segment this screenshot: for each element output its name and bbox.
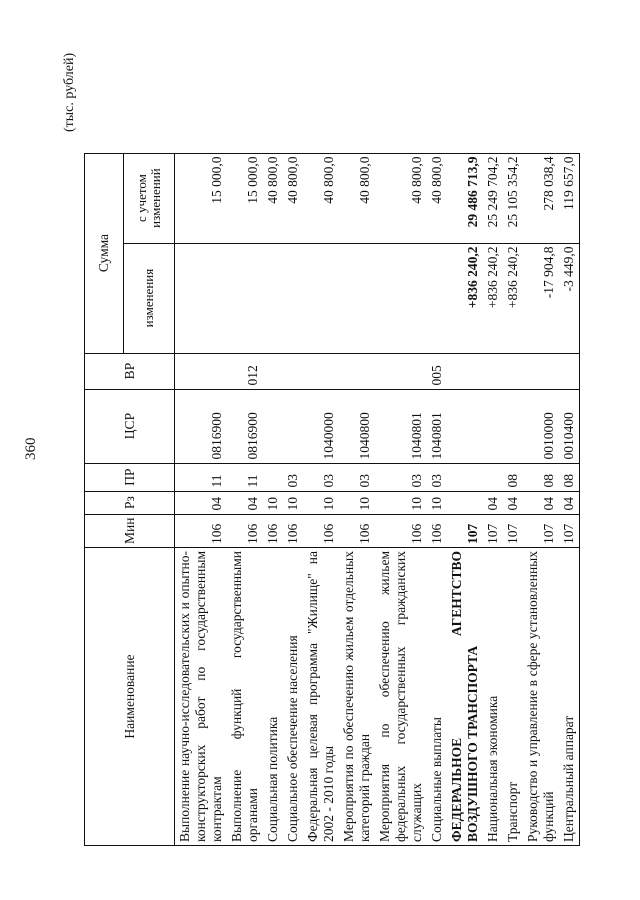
row-vr — [263, 353, 283, 389]
table-body — [175, 153, 580, 845]
row-total: 25 249 704,2 — [483, 153, 503, 243]
row-csr — [447, 389, 483, 463]
row-rz: 04 — [175, 491, 228, 514]
row-vr — [283, 353, 303, 389]
table-row — [447, 153, 483, 845]
row-changes: -17 904,8 — [523, 243, 559, 353]
row-vr — [447, 353, 483, 389]
row-changes: +836 240,2 — [447, 243, 483, 353]
row-pr: 08 — [523, 463, 559, 491]
row-min: 106 — [427, 514, 447, 547]
table-row — [427, 153, 447, 845]
row-name: Транспорт — [503, 548, 523, 846]
row-min: 107 — [559, 514, 580, 547]
row-pr: 11 — [175, 463, 228, 491]
row-rz: 10 — [283, 491, 303, 514]
table-row — [227, 153, 263, 845]
table-row — [175, 153, 228, 845]
row-rz: 10 — [303, 491, 339, 514]
table-row — [283, 153, 303, 845]
row-vr — [175, 353, 228, 389]
row-pr — [447, 463, 483, 491]
header-pr: ПР — [85, 463, 175, 491]
row-name: Мероприятия по обеспечению жильем федеральных государственных гражданских служащих — [375, 548, 427, 846]
row-total: 40 800,0 — [263, 153, 283, 243]
row-min: 106 — [263, 514, 283, 547]
row-total: 119 657,0 — [559, 153, 580, 243]
row-total: 15 000,0 — [227, 153, 263, 243]
row-vr — [523, 353, 559, 389]
row-csr: 0816900 — [227, 389, 263, 463]
row-name: Социальные выплаты — [427, 548, 447, 846]
row-pr: 03 — [427, 463, 447, 491]
row-total: 278 038,4 — [523, 153, 559, 243]
row-total: 40 800,0 — [303, 153, 339, 243]
table-row — [523, 153, 559, 845]
header-with-changes: с учетом изменений — [124, 153, 175, 243]
row-pr: 11 — [227, 463, 263, 491]
row-csr — [503, 389, 523, 463]
row-csr: 0010000 — [523, 389, 559, 463]
row-pr — [263, 463, 283, 491]
row-name: ФЕДЕРАЛЬНОЕ АГЕНТСТВО ВОЗДУШНОГО ТРАНСПОРТА — [447, 548, 483, 846]
row-csr: 0010400 — [559, 389, 580, 463]
table-row — [339, 153, 375, 845]
table-row — [303, 153, 339, 845]
row-name: Мероприятия по обеспечению жильем отдельных категорий граждан — [339, 548, 375, 846]
row-rz: 10 — [339, 491, 375, 514]
row-rz: 04 — [559, 491, 580, 514]
table-row — [503, 153, 523, 845]
row-total: 40 800,0 — [339, 153, 375, 243]
row-rz: 10 — [263, 491, 283, 514]
row-total: 40 800,0 — [283, 153, 303, 243]
row-changes — [283, 243, 303, 353]
row-name: Руководство и управление в сфере установленных функций — [523, 548, 559, 846]
row-total: 40 800,0 — [427, 153, 447, 243]
row-pr: 08 — [559, 463, 580, 491]
row-name: Социальная политика — [263, 548, 283, 846]
budget-table — [84, 153, 580, 846]
row-name: Национальная экономика — [483, 548, 503, 846]
row-name: Центральный аппарат — [559, 548, 580, 846]
row-min: 106 — [375, 514, 427, 547]
row-rz — [447, 491, 483, 514]
row-total: 25 105 354,2 — [503, 153, 523, 243]
row-rz: 04 — [523, 491, 559, 514]
row-total: 29 486 713,9 — [447, 153, 483, 243]
row-changes: -3 449,0 — [559, 243, 580, 353]
row-name: Выполнение функций государственными органами — [227, 548, 263, 846]
row-pr: 03 — [303, 463, 339, 491]
row-pr: 08 — [503, 463, 523, 491]
row-min: 106 — [175, 514, 228, 547]
header-min: Мин — [85, 514, 175, 547]
row-csr — [283, 389, 303, 463]
table-row — [375, 153, 427, 845]
row-rz: 04 — [503, 491, 523, 514]
row-changes — [175, 243, 228, 353]
row-name: Федеральная целевая программа "Жилище" на 2002 - 2010 годы — [303, 548, 339, 846]
row-changes — [263, 243, 283, 353]
row-csr: 1040801 — [375, 389, 427, 463]
row-changes — [303, 243, 339, 353]
row-csr: 1040800 — [339, 389, 375, 463]
row-min: 107 — [503, 514, 523, 547]
header-rz: Рз — [85, 491, 175, 514]
header-vr: ВР — [85, 353, 175, 389]
row-changes — [339, 243, 375, 353]
row-min: 107 — [447, 514, 483, 547]
table-row — [263, 153, 283, 845]
header-name: Наименование — [85, 548, 175, 846]
row-vr — [483, 353, 503, 389]
row-rz: 10 — [375, 491, 427, 514]
row-name: Выполнение научно-исследовательских и опытно-конструкторских работ по государственным контрактам — [175, 548, 228, 846]
row-min: 106 — [227, 514, 263, 547]
row-changes: +836 240,2 — [483, 243, 503, 353]
row-min: 106 — [303, 514, 339, 547]
row-csr: 0816900 — [175, 389, 228, 463]
row-csr: 1040000 — [303, 389, 339, 463]
row-vr — [303, 353, 339, 389]
row-changes: +836 240,2 — [503, 243, 523, 353]
row-pr: 03 — [375, 463, 427, 491]
row-min: 107 — [523, 514, 559, 547]
row-vr — [339, 353, 375, 389]
row-rz: 10 — [427, 491, 447, 514]
page-number: 360 — [23, 437, 39, 460]
table-row — [483, 153, 503, 845]
row-rz: 04 — [227, 491, 263, 514]
row-pr: 03 — [339, 463, 375, 491]
row-total: 40 800,0 — [375, 153, 427, 243]
header-changes: изменения — [124, 243, 175, 353]
row-vr — [559, 353, 580, 389]
row-min: 106 — [283, 514, 303, 547]
row-pr — [483, 463, 503, 491]
header-sum: Сумма — [85, 153, 124, 353]
header-csr: ЦСР — [85, 389, 175, 463]
table-row — [559, 153, 580, 845]
row-vr: 005 — [427, 353, 447, 389]
row-changes — [427, 243, 447, 353]
row-min: 106 — [339, 514, 375, 547]
row-vr: 012 — [227, 353, 263, 389]
row-csr — [263, 389, 283, 463]
row-pr: 03 — [283, 463, 303, 491]
row-changes — [375, 243, 427, 353]
row-csr: 1040801 — [427, 389, 447, 463]
row-rz: 04 — [483, 491, 503, 514]
row-vr — [503, 353, 523, 389]
row-csr — [483, 389, 503, 463]
row-vr — [375, 353, 427, 389]
units-label: (тыс. рублей) — [62, 52, 77, 132]
row-changes — [227, 243, 263, 353]
row-name: Социальное обеспечение населения — [283, 548, 303, 846]
row-total: 15 000,0 — [175, 153, 228, 243]
row-min: 107 — [483, 514, 503, 547]
